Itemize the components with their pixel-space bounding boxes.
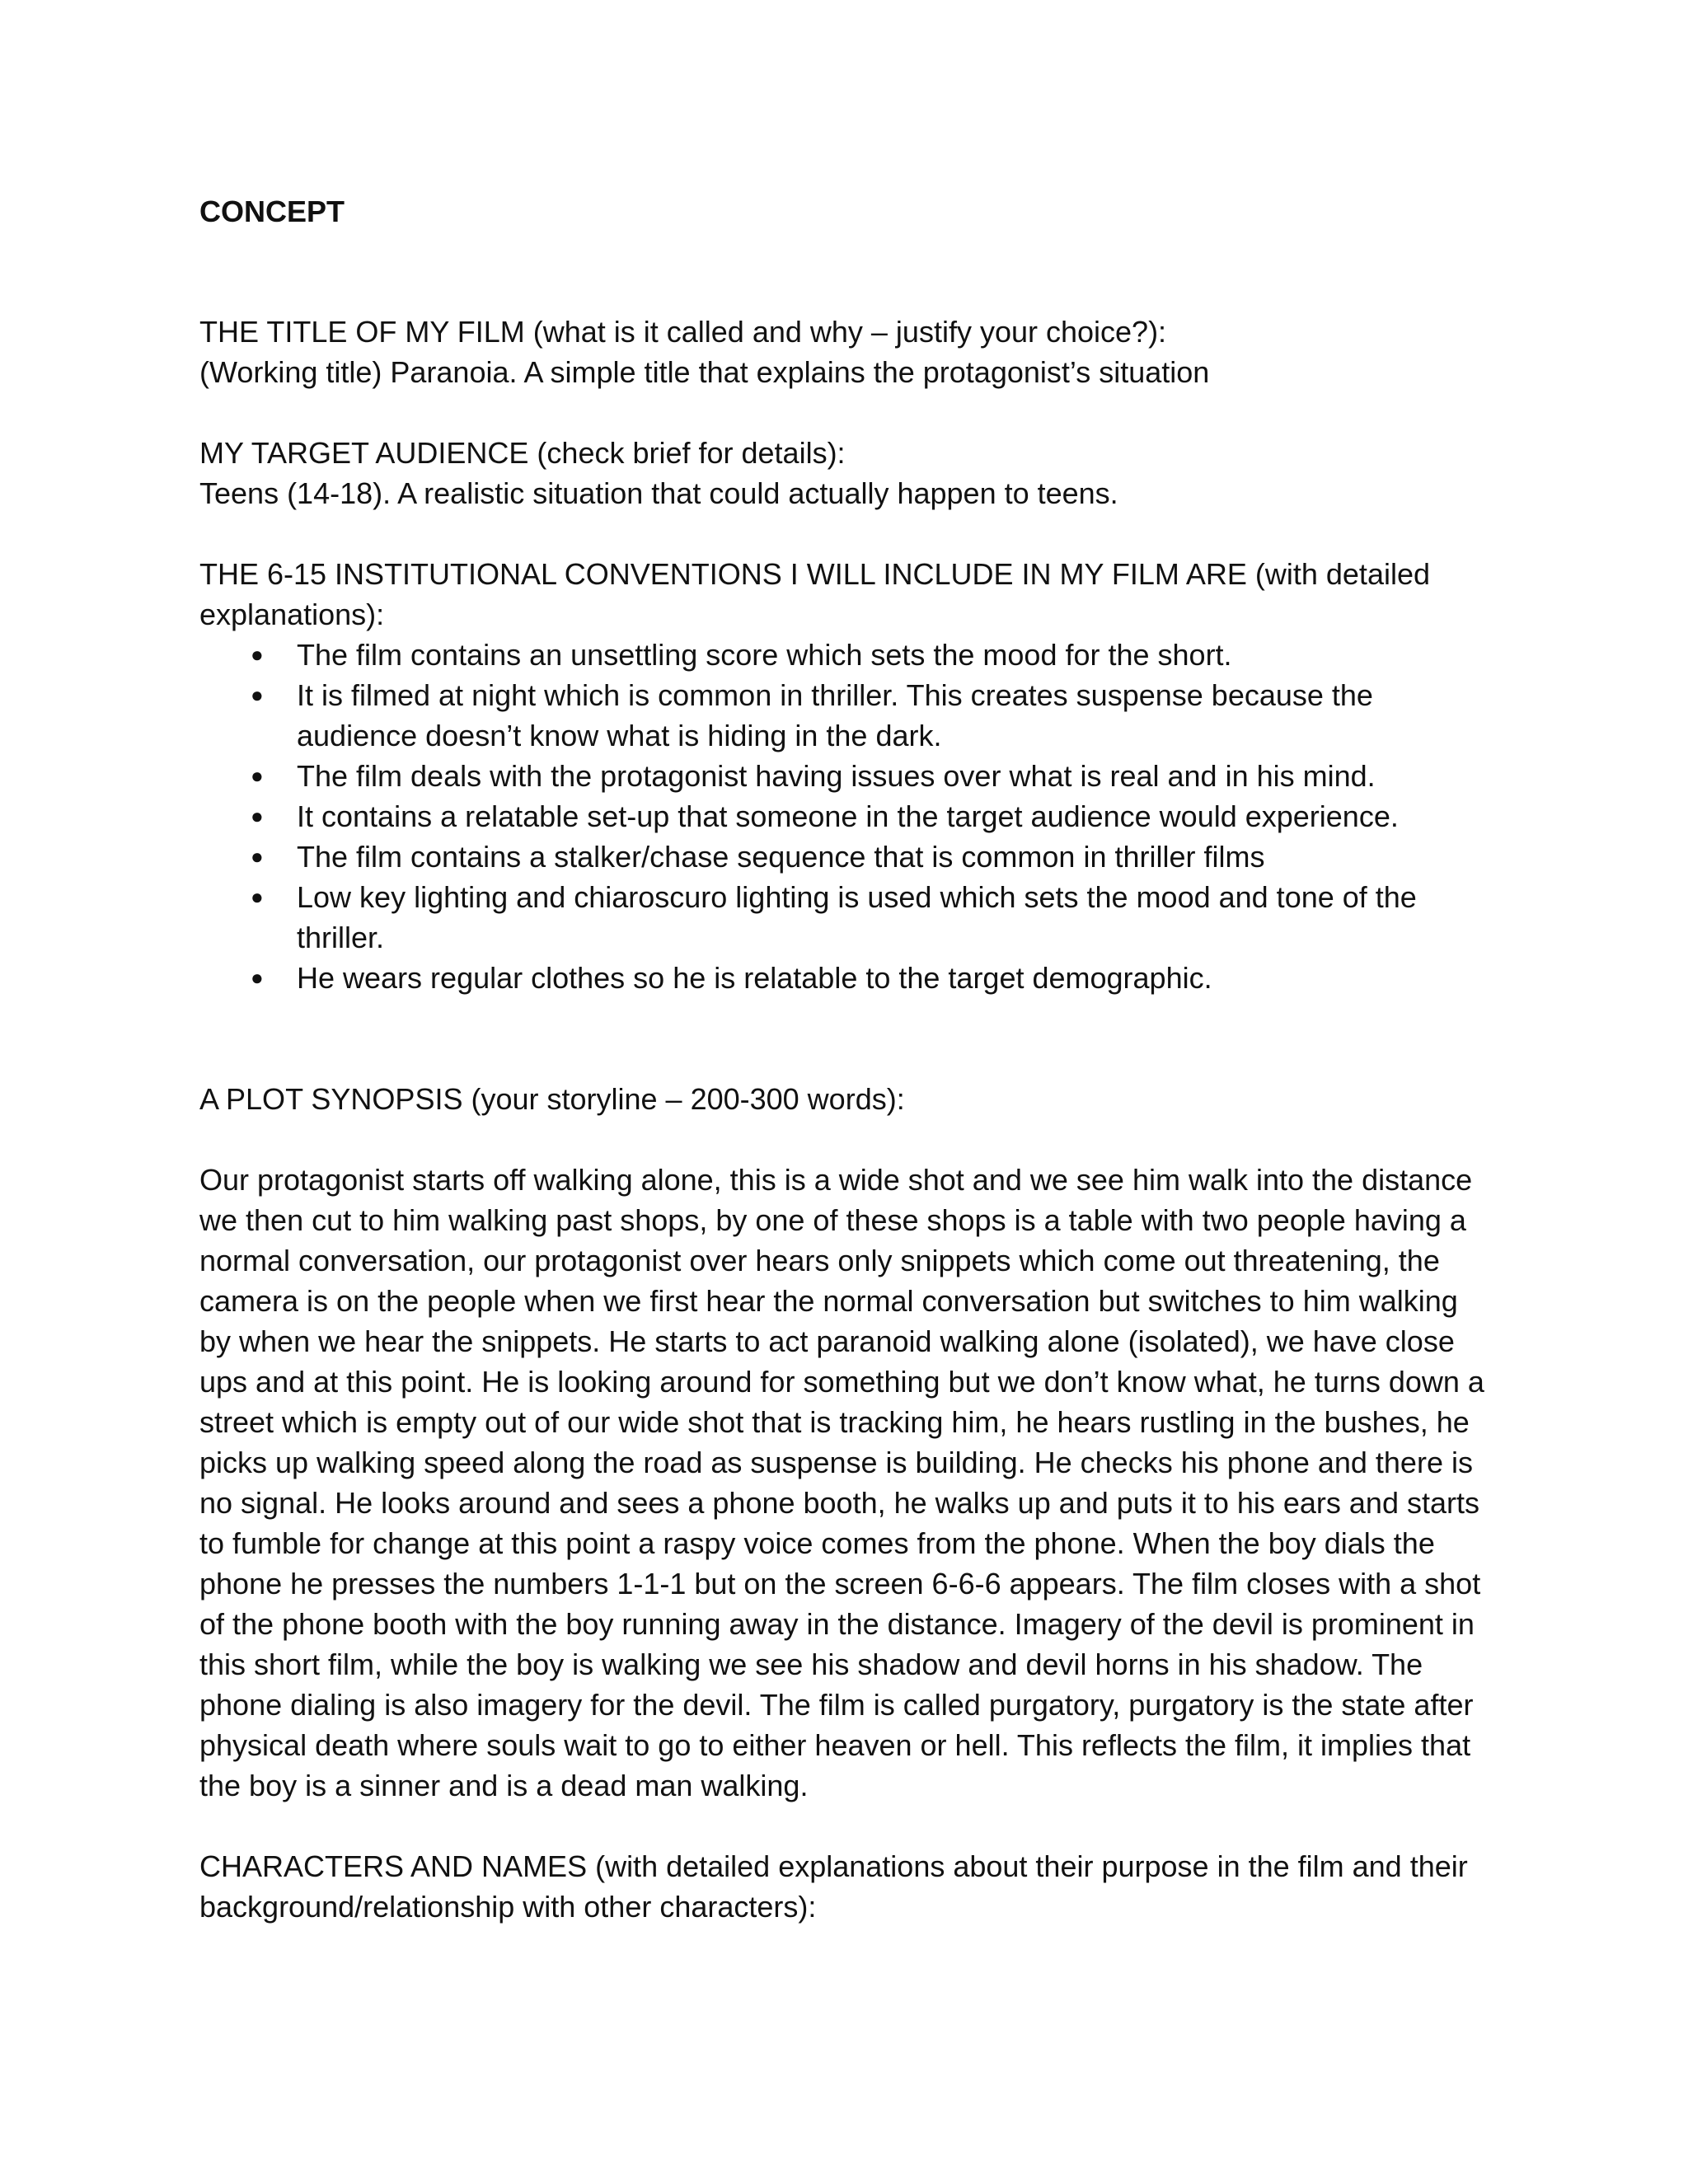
list-item-text: It contains a relatable set-up that someone in the target audience would experience.	[297, 799, 1399, 833]
bullet-icon: ●	[251, 844, 264, 869]
title-section-label: THE TITLE OF MY FILM (what is it called and why – justify your choice?):	[199, 315, 1167, 349]
characters-section	[199, 1846, 1502, 1927]
list-item-text: The film contains a stalker/chase sequence that is common in thriller films	[297, 840, 1265, 874]
audience-section	[199, 433, 1502, 513]
list-item	[199, 796, 1502, 837]
list-item	[199, 675, 1502, 756]
title-section-answer: (Working title) Paranoia. A simple title that explains the protagonist’s situation	[199, 355, 1210, 389]
list-item	[199, 635, 1502, 675]
bullet-icon: ●	[251, 763, 264, 788]
conventions-list	[199, 635, 1502, 998]
list-item	[199, 837, 1502, 877]
list-item	[199, 958, 1502, 998]
list-item	[199, 877, 1502, 958]
list-item-text: The film deals with the protagonist having issues over what is real and in his mind.	[297, 759, 1376, 793]
list-item-text: He wears regular clothes so he is relatable to the target demographic.	[297, 961, 1212, 995]
bullet-icon: ●	[251, 642, 264, 667]
synopsis-text: Our protagonist starts off walking alone, this is a wide shot and we see him walk into the distance we then cut to him walking past shops, by one of these shops is a table with two people having a normal conversation, our protagonist over hears only snippets which come out threatening, the camera is on the people when we first hear the normal conversation but switches to him walking by when we hear the snippets. He starts to act paranoid walking alone (isolated), we have close ups and at this point. He is looking around for something but we don’t know what, he turns down a street which is empty out of our wide shot that is tracking him, he hears rustling in the bushes, he picks up walking speed along the road as suspense is building. He checks his phone and there is no signal. He looks around and sees a phone booth, he walks up and puts it to his ears and starts to fumble for change at this point a raspy voice comes from the phone. When the boy dials the phone he presses the numbers 1-1-1 but on the screen 6-6-6 appears. The film closes with a shot of the phone booth with the boy running away in the distance. Imagery of the devil is prominent in this short film, while the boy is walking we see his shadow and devil horns in his shadow. The phone dialing is also imagery for the devil. The film is called purgatory, purgatory is the state after physical death where souls wait to go to either heaven or hell. This reflects the film, it implies that the boy is a sinner and is a dead man walking.	[199, 1163, 1484, 1802]
synopsis-section	[199, 1079, 1502, 1806]
bullet-icon: ●	[251, 804, 264, 828]
characters-section-label: CHARACTERS AND NAMES (with detailed explanations about their purpose in the film and their background/relationship with other characters):	[199, 1849, 1468, 1924]
list-item-text: It is filmed at night which is common in thriller. This creates suspense because the audience doesn’t know what is hiding in the dark.	[297, 678, 1373, 752]
page-heading: CONCEPT	[199, 194, 345, 228]
title-section	[199, 312, 1502, 392]
list-item	[199, 756, 1502, 796]
bullet-icon: ●	[251, 682, 264, 707]
audience-section-answer: Teens (14-18). A realistic situation that could actually happen to teens.	[199, 476, 1118, 510]
audience-section-label: MY TARGET AUDIENCE (check brief for details):	[199, 436, 846, 470]
document-content	[199, 191, 1502, 1927]
bullet-icon: ●	[251, 965, 264, 990]
conventions-section-label: THE 6-15 INSTITUTIONAL CONVENTIONS I WILL INCLUDE IN MY FILM ARE (with detailed explanations):	[199, 557, 1430, 631]
synopsis-section-label: A PLOT SYNOPSIS (your storyline – 200-300 words):	[199, 1082, 905, 1116]
list-item-text: The film contains an unsettling score which sets the mood for the short.	[297, 638, 1232, 672]
list-item-text: Low key lighting and chiaroscuro lighting is used which sets the mood and tone of the thriller.	[297, 880, 1417, 954]
conventions-section	[199, 554, 1502, 998]
bullet-icon: ●	[251, 884, 264, 909]
